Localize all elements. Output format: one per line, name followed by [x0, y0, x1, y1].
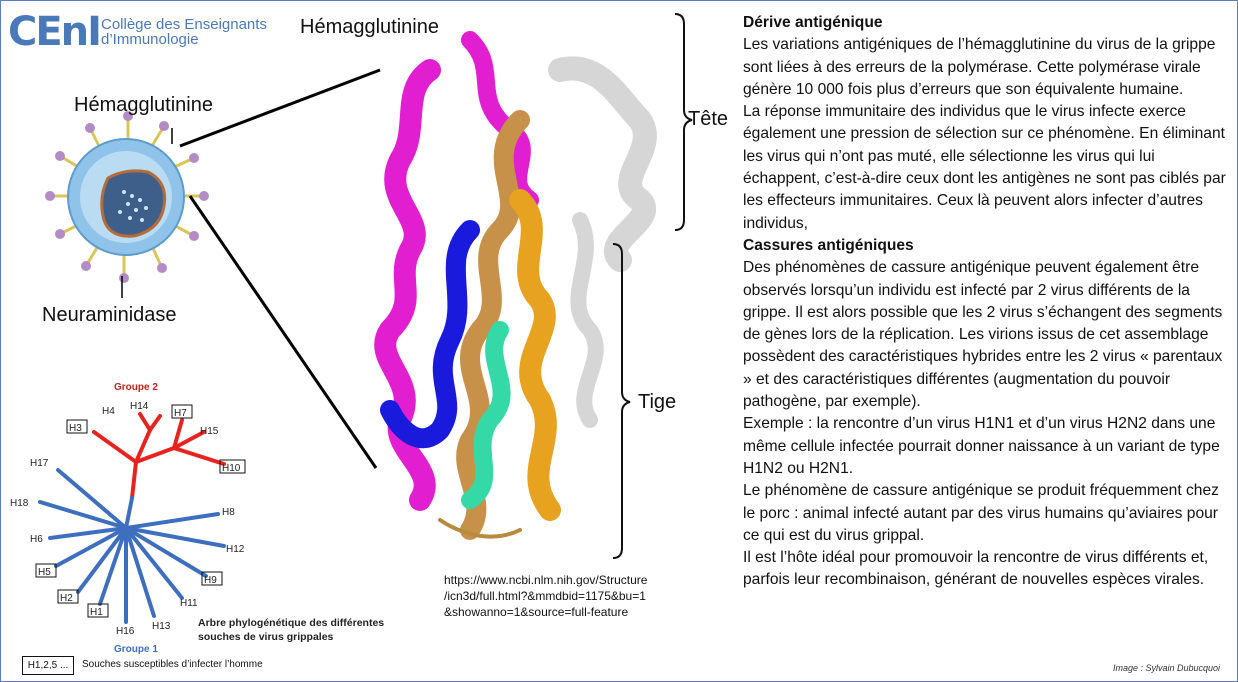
paragraph-5: Le phénomène de cassure antigénique se produit fréquemment chez le porc : animal infecté autant par des virus humains qu’aviaires pour ce qui est du virus grippal. — [743, 482, 1219, 544]
neuraminidase-label: Neuraminidase — [42, 304, 177, 326]
hemagglutinine-virus-label: Hémagglutinine — [74, 94, 213, 116]
legend-box: H1,2,5 ... — [22, 656, 74, 675]
tree-leaf-h8: H8 — [222, 507, 235, 518]
tree-leaf-h17: H17 — [30, 458, 49, 469]
chain-grey-stem — [578, 220, 595, 420]
tree-leaf-h13: H13 — [152, 621, 171, 632]
tree-leaf-h1: H1 — [90, 607, 103, 618]
chain-orange — [520, 200, 550, 510]
heading-cassures-antigeniques: Cassures antigéniques — [743, 236, 914, 254]
paragraph-1: Les variations antigéniques de l’hémagglutinine du virus de la grippe sont liées à des erreurs de la polymérase. Cette polymérase virale génère 10 000 fois plus d’erreurs que son équivalente humaine. — [743, 36, 1216, 98]
heading-derive-antigenique: Dérive antigénique — [743, 14, 883, 31]
tree-leaf-h10: H10 — [222, 463, 241, 474]
tree-leaf-h6: H6 — [30, 534, 43, 545]
tree-leaf-h7: H7 — [174, 408, 187, 419]
source-url-line-2: /icn3d/full.html?&mmdbid=1175&bu=1 — [444, 589, 646, 603]
paragraph-3: Des phénomènes de cassure antigénique peuvent également être observés lorsqu’un individu est infecté par 2 virus différents de la grippe. Il est alors possible que les 2 virus s’échangent des segments de gènes lors de la réplication. Les virions issus de cet assemblage possèdent des caractéristiques hybrides entre les 2 virus « parentaux » et des caractéristiques différentes (augmentation du pouvoir pathogène, par exemple). — [743, 259, 1223, 411]
source-url-line-1: https://www.ncbi.nlm.nih.gov/Structure — [444, 573, 648, 587]
logo-line-2: d’Immunologie — [101, 31, 199, 48]
tige-label: Tige — [638, 391, 677, 413]
tree-leaf-h4: H4 — [102, 406, 115, 417]
tree-leaf-h15: H15 — [200, 426, 219, 437]
tree-leaf-h9: H9 — [204, 575, 217, 586]
source-url-line-3: &showanno=1&source=full-feature — [444, 605, 629, 619]
tree-group2-label: Groupe 2 — [114, 382, 158, 393]
tree-caption-line-1: Arbre phylogénétique des différentes — [198, 617, 385, 629]
tree-leaf-h14: H14 — [130, 401, 149, 412]
virus-illustration — [45, 111, 209, 283]
chain-grey — [560, 68, 645, 260]
virus-core — [102, 171, 165, 236]
tree-leaf-h3: H3 — [69, 423, 82, 434]
image-credit: Image : Sylvain Dubucquoi — [1113, 663, 1221, 673]
source-url — [444, 572, 647, 620]
logo-mark: CEnI — [8, 9, 101, 55]
tree-leaf-h11: H11 — [180, 598, 198, 609]
brace-tige — [613, 244, 630, 558]
tree-leaf-h2: H2 — [60, 593, 73, 604]
hemagglutinine-title: Hémagglutinine — [300, 16, 439, 38]
paragraph-4: Exemple : la rencontre d’un virus H1N1 et d’un virus H2N2 dans une même cellule infectée pourrait donner naissance à un variant de type H1N2 ou H2N1. — [743, 415, 1220, 477]
tete-label: Tête — [688, 108, 729, 130]
tree-leaf-h16: H16 — [116, 626, 135, 637]
paragraph-2: La réponse immunitaire des individus que le virus infecte exerce également une pression de sélection sur ce phénomène. En éliminant les virus qui n’ont pas muté, elle sélectionne les virus qui lui échappent, c’est-à-dire ceux dont les antigènes ne sont pas ciblés par les effecteurs immunitaires. Ceux là peuvent alors infecter d’autres individus, — [743, 103, 1226, 232]
tree-group1-label: Groupe 1 — [114, 644, 158, 655]
tree-caption-line-2: souches de virus grippales — [198, 631, 334, 643]
logo-line-1: Collège des Enseignants — [101, 16, 267, 33]
legend-text: Souches susceptibles d’infecter l’homme — [82, 659, 263, 670]
tree-leaf-h12: H12 — [226, 544, 245, 555]
text-panel — [743, 12, 1229, 592]
phylogenetic-tree — [10, 382, 245, 655]
paragraph-6: Il est l’hôte idéal pour promouvoir la rencontre de virus différents et, parfois leur recombinaison, générant de nouvelles espèces virales. — [743, 549, 1209, 589]
tree-caption — [198, 616, 384, 644]
hemagglutinin-structure — [385, 40, 645, 537]
tree-leaf-h5: H5 — [38, 567, 51, 578]
tree-leaf-h18: H18 — [10, 498, 29, 509]
